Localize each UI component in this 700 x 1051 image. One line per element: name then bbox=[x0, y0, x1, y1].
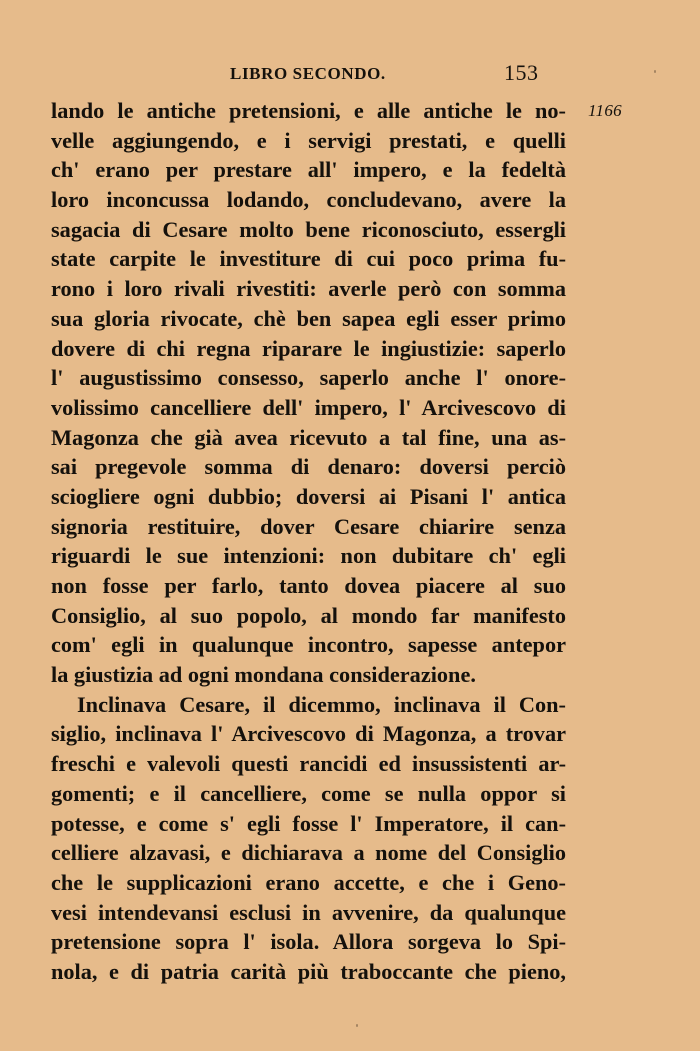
text-line: l' augustissimo consesso, saperlo anche l' onore- bbox=[51, 365, 566, 391]
paper-speck bbox=[654, 70, 656, 73]
margin-year: 1166 bbox=[588, 101, 622, 120]
text-line: riguardi le sue intenzioni: non dubitare ch' egli bbox=[51, 543, 566, 569]
page-number: 153 bbox=[504, 60, 539, 85]
text-line: pretensione sopra l' isola. Allora sorgeva lo Spi- bbox=[51, 929, 566, 955]
text-line: velle aggiungendo, e i servigi prestati, e quelli bbox=[51, 127, 566, 153]
text-line: Consiglio, al suo popolo, al mondo far manifesto bbox=[51, 602, 566, 628]
text-line: non fosse per farlo, tanto dovea piacere al suo bbox=[51, 573, 566, 598]
text-line: siglio, inclinava l' Arcivescovo di Magonza, a trovar bbox=[51, 721, 566, 747]
text-line: dovere di chi regna riparare le ingiustizie: saperlo bbox=[51, 335, 566, 361]
text-line: che le supplicazioni erano accette, e che i Geno- bbox=[51, 869, 566, 895]
text-line: volissimo cancelliere dell' impero, l' Arcivescovo di bbox=[51, 394, 566, 420]
text-line: vesi intendevansi esclusi in avvenire, da qualunque bbox=[51, 899, 566, 925]
text-line: ch' erano per prestare all' impero, e la fedeltà bbox=[51, 157, 566, 183]
text-line: loro inconcussa lodando, concludevano, avere la bbox=[51, 187, 566, 213]
text-line: rono i loro rivali rivestiti: averle però con somma bbox=[51, 276, 566, 302]
body-text bbox=[51, 96, 566, 987]
running-head bbox=[230, 60, 570, 92]
text-line: sagacia di Cesare molto bene riconosciuto, essergli bbox=[51, 216, 566, 242]
text-line: sai pregevole somma di denaro: doversi perciò bbox=[51, 454, 566, 480]
text-line: nola, e di patria carità più traboccante che pieno, bbox=[51, 958, 566, 984]
text-line: Inclinava Cesare, il dicemmo, inclinava il Con- bbox=[77, 691, 566, 717]
text-line: signoria restituire, dover Cesare chiarire senza bbox=[51, 513, 566, 539]
paper-speck bbox=[356, 1024, 358, 1027]
running-title: LIBRO SECONDO. bbox=[230, 64, 386, 83]
text-line: potesse, e come s' egli fosse l' Imperatore, il can- bbox=[51, 810, 566, 836]
text-line: com' egli in qualunque incontro, sapesse antepor bbox=[51, 632, 566, 658]
text-line: sciogliere ogni dubbio; doversi ai Pisani l' antica bbox=[51, 483, 566, 509]
text-line: Magonza che già avea ricevuto a tal fine, una as- bbox=[51, 424, 566, 450]
text-line: gomenti; e il cancelliere, come se nulla oppor si bbox=[51, 780, 566, 806]
text-line: la giustizia ad ogni mondana considerazione. bbox=[51, 662, 476, 688]
text-line: freschi e valevoli questi rancidi ed insussistenti ar- bbox=[51, 751, 566, 777]
text-line: sua gloria rivocate, chè ben sapea egli esser primo bbox=[51, 305, 566, 331]
text-line: celliere alzavasi, e dichiarava a nome del Consiglio bbox=[51, 840, 566, 866]
text-line: state carpite le investiture di cui poco prima fu- bbox=[51, 246, 566, 272]
text-line: lando le antiche pretensioni, e alle antiche le no- bbox=[51, 98, 566, 123]
